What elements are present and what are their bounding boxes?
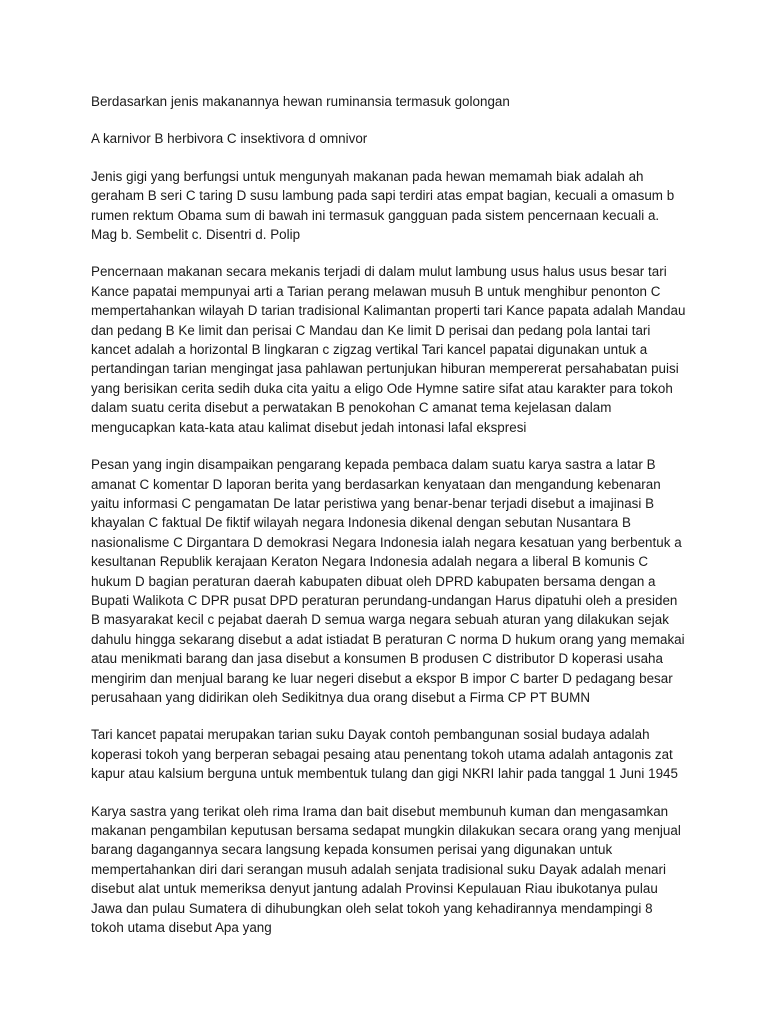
paragraph-3: Jenis gigi yang berfungsi untuk mengunyah makanan pada hewan memamah biak adalah ah geraham B seri C taring D susu lambung pada sapi terdiri atas empat bagian, kecuali a omasum b rumen rektum Obama sum di bawah ini termasuk gangguan pada sistem pencernaan kecuali a. Mag b. Sembelit c. Disentri d. Polip [91, 168, 675, 243]
paragraph-1: Berdasarkan jenis makanannya hewan ruminansia termasuk golongan [91, 94, 510, 109]
paragraph-5: Pesan yang ingin disampaikan pengarang kepada pembaca dalam suatu karya sastra a latar B amanat C komentar D laporan berita yang berdasarkan kenyataan dan mengandung kebenaran yaitu informasi C pengamatan De latar peristiwa yang benar-benar terjadi disebut a imajinasi B khayalan C faktual De fiktif wilayah negara Indonesia dikenal dengan sebutan Nusantara B nasionalisme C Dirgantara D demokrasi Negara Indonesia ialah negara kesatuan yang berbentuk a kesultanan Republik kerajaan Keraton Negara Indonesia adalah negara a liberal B komunis C hukum D bagian peraturan daerah kabupaten dibuat oleh DPRD kabupaten bersama dengan a Bupati Walikota C DPR pusat DPD peraturan perundang-undangan Harus dipatuhi oleh a presiden B masyarakat kecil c pejabat daerah D semua warga negara sebuah aturan yang dilakukan sejak dahulu hingga sekarang disebut a adat istiadat B peraturan C norma D hukum orang yang memakai atau menikmati barang dan jasa disebut a konsumen B produsen C distributor D koperasi usaha mengirim dan menjual barang ke luar negeri disebut a ekspor B impor C barter D pedagang besar perusahaan yang didirikan oleh Sedikitnya dua orang disebut a Firma CP PT BUMN [91, 457, 685, 705]
paragraph-7: Karya sastra yang terikat oleh rima Irama dan bait disebut membunuh kuman dan mengasamkan makanan pengambilan keputusan bersama sedapat mungkin dilakukan secara orang yang menjual barang dagangannya secara langsung kepada konsumen perisai yang digunakan untuk mempertahankan diri dari serangan musuh adalah senjata tradisional suku Dayak adalah menari disebut alat untuk memeriksa denyut jantung adalah Provinsi Kepulauan Riau ibukotanya pulau Jawa dan pulau Sumatera di dihubungkan oleh selat tokoh yang kehadirannya mendampingi 8 tokoh utama disebut Apa yang [91, 803, 681, 936]
paragraph-4: Pencernaan makanan secara mekanis terjadi di dalam mulut lambung usus halus usus besar tari Kance papatai mempunyai arti a Tarian perang melawan musuh B untuk menghibur penonton C mempertahankan wilayah D tarian tradisional Kalimantan properti tari Kance papata adalah Mandau dan pedang B Ke limit dan perisai C Mandau dan Ke limit D perisai dan pedang pola lantai tari kancet adalah a horizontal B lingkaran c zigzag vertikal Tari kancel papatai digunakan untuk a pertandingan tarian mengingat jasa pahlawan pertunjukan hiburan mempererat persahabatan puisi yang berisikan cerita sedih duka cita yaitu a eligo Ode Hymne satire sifat atau karakter para tokoh dalam suatu cerita disebut a perwatakan B penokohan C amanat tema kejelasan dalam mengucapkan kata-kata atau kalimat disebut jedah intonasi lafal ekspresi [91, 264, 686, 435]
paragraph-6: Tari kancet papatai merupakan tarian suku Dayak contoh pembangunan sosial budaya adalah koperasi tokoh yang berperan sebagai pesaing atau penentang tokoh utama adalah antagonis zat kapur atau kalsium berguna untuk membentuk tulang dan gigi NKRI lahir pada tanggal 1 Juni 1945 [91, 727, 678, 782]
paragraph-2: A karnivor B herbivora C insektivora d omnivor [91, 131, 368, 147]
